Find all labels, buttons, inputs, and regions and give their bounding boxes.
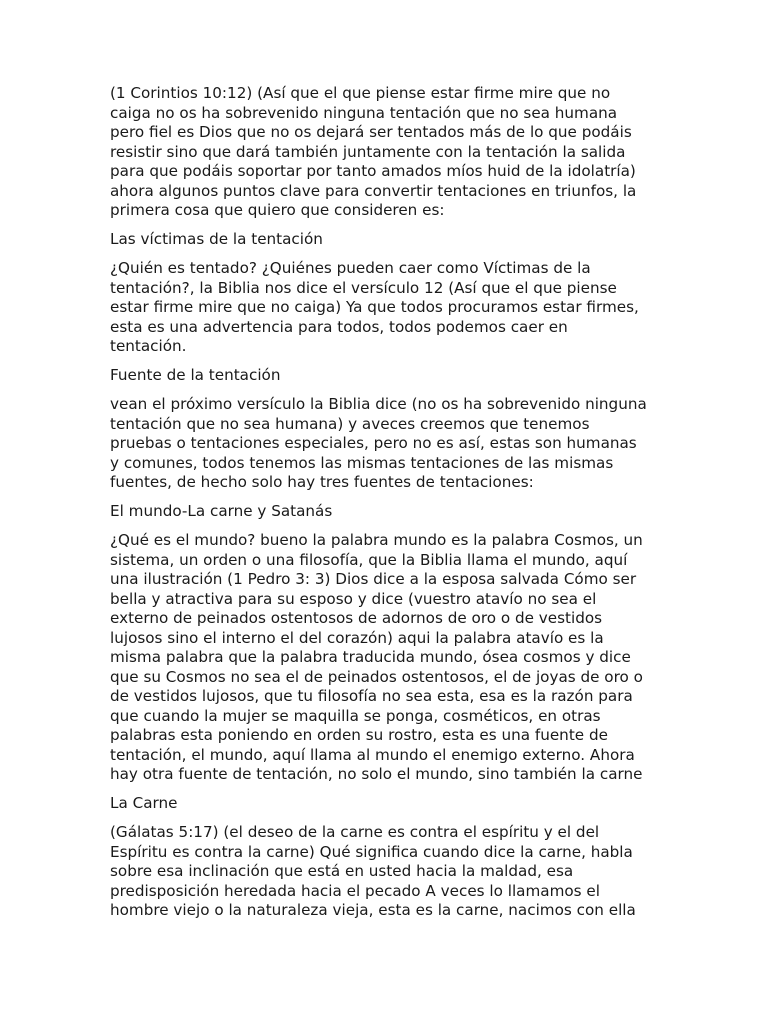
heading-fuente: Fuente de la tentación: [110, 366, 281, 384]
paragraph-intro: (1 Corintios 10:12) (Así que el que piense estar firme mire que no caiga no os ha sobrevenido ninguna tentación que no sea humana pero fiel es Dios que no os dejará ser tentados más de lo que podáis resistir sino que dará también juntamente con la tentación la salida para que podáis soportar por tanto amados míos huid de la idolatría) ahora algunos puntos clave para convertir tentaciones en triunfos, la primera cosa que quiero que consideren es:: [110, 84, 637, 219]
paragraph-victimas: ¿Quién es tentado? ¿Quiénes pueden caer como Víctimas de la tentación?, la Biblia nos dice el versículo 12 (Así que el que piense estar firme mire que no caiga) Ya que todos procuramos estar firmes, esta es una advertencia para todos, todos podemos caer en tentación.: [110, 259, 639, 355]
heading-mundo-carne-satanas: El mundo-La carne y Satanás: [110, 502, 333, 520]
paragraph-fuente: vean el próximo versículo la Biblia dice (no os ha sobrevenido ninguna tentación que no sea humana) y aveces creemos que tenemos pruebas o tentaciones especiales, pero no es así, estas son humanas y comunes, todos tenemos las mismas tentaciones de las mismas fuentes, de hecho solo hay tres fuentes de tentaciones:: [110, 395, 647, 491]
document-body: [110, 84, 670, 930]
heading-victimas: Las víctimas de la tentación: [110, 230, 323, 248]
paragraph-mundo: ¿Qué es el mundo? bueno la palabra mundo es la palabra Cosmos, un sistema, un orden o una filosofía, que la Biblia llama el mundo, aquí una ilustración (1 Pedro 3: 3) Dios dice a la esposa salvada Cómo ser bella y atractiva para su esposo y dice (vuestro atavío no sea el externo de peinados ostentosos de adornos de oro o de vestidos lujosos sino el interno el del corazón) aqui la palabra atavío es la misma palabra que la palabra traducida mundo, ósea cosmos y dice que su Cosmos no sea el de peinados ostentosos, el de joyas de oro o de vestidos lujosos, que tu filosofía no sea esta, esa es la razón para que cuando la mujer se maquilla se ponga, cosméticos, en otras palabras esta poniendo en orden su rostro, esta es una fuente de tentación, el mundo, aquí llama al mundo el enemigo externo. Ahora hay otra fuente de tentación, no solo el mundo, sino también la carne: [110, 531, 643, 783]
paragraph-carne: (Gálatas 5:17) (el deseo de la carne es contra el espíritu y el del Espíritu es contra la carne) Qué significa cuando dice la carne, habla sobre esa inclinación que está en usted hacia la maldad, esa predisposición heredada hacia el pecado A veces lo llamamos el hombre viejo o la naturaleza vieja, esta es la carne, nacimos con ella: [110, 823, 636, 919]
heading-la-carne: La Carne: [110, 794, 178, 812]
